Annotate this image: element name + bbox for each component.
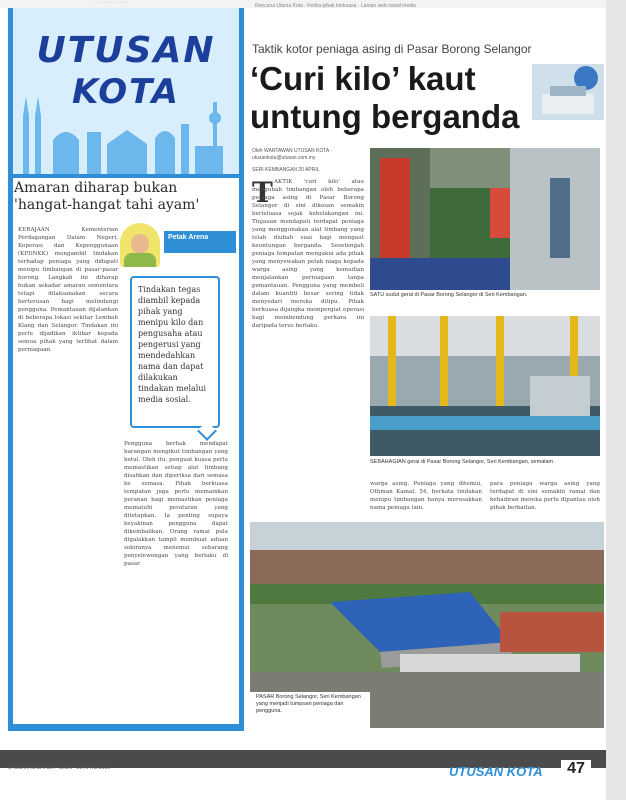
market-stall-photo (370, 148, 600, 290)
footer-issue-text: UTUSAN MALAYSIA · ISNIN · 21 APRIL 2016 (8, 765, 110, 771)
avatar-body (124, 253, 156, 267)
pull-quote-box (130, 276, 220, 428)
masthead-title-line2: KOTA (72, 72, 180, 112)
article-byline: Oleh WARTAWAN UTUSAN KOTA · utusankota@utusan.com.my (252, 148, 333, 161)
article-headline-line1: ‘Curi kilo’ kaut (250, 60, 476, 97)
article-dateline: SERI KEMBANGAN 20 APRIL (252, 167, 320, 173)
article-body-col3: para peniaga warga asing yang terdapat di sini semakin ramai dan kehadiran mereka perlu dipantau oleh pihak berkaitan. (490, 481, 600, 511)
article-body-col2: warga asing. Peniaga yang ditemui, Othman Kamal, 54, berkata tindakan menipu timbangan hanya merosakkan nama peniaga lain. (370, 481, 482, 511)
article-kicker: Taktik kotor peniaga asing di Pasar Borong Selangor (252, 42, 532, 56)
photo-caption-1: SATU sudut gerai di Pasar Borong Selangor di Seri Kembangan. (370, 292, 528, 298)
article-headline-line2: untung berganda (250, 98, 520, 135)
masthead-title-line1: UTUSAN (36, 30, 216, 71)
header-photo (532, 64, 604, 120)
avatar-face (131, 234, 149, 254)
photo-caption-3: PASAR Borong Selangor, Seri Kembangan yang menjadi tumpuan peniaga dan pengguna. (254, 692, 366, 717)
photo-caption-2: SEBAHAGIAN gerai di Pasar Borong Selangor, Seri Kembangan, semalam. (370, 459, 555, 465)
pull-quote-text: Tindakan tegas diambil kepada pihak yang menipu kilo dan pengusaha atau pengerusi yang mendedahkan nama dan dapat dilakukan tindakan melalui media sosial. (138, 285, 207, 404)
top-strip (0, 0, 626, 8)
scale-photo-icon (532, 64, 604, 120)
avatar (120, 223, 160, 267)
market-hall-photo (370, 316, 600, 456)
masthead (13, 8, 239, 174)
market-hall-illustration (370, 316, 600, 456)
column-tag: Petak Arena (164, 231, 236, 253)
footer-brand: UTUSAN KOTA (449, 764, 543, 779)
article-dropcap: T (252, 176, 273, 209)
top-strip-right: Rencana Utama Kota · Ketika pihak berkuasa · Laman web sosial media (255, 3, 416, 9)
page-number: 47 (561, 760, 591, 780)
article-body-col1: AKTIK 'curi kilo' atau mengubah timbangan oleh beberapa peniaga asing di Pasar Borong Selangor di sini dikesan semakin berleluasa sejak kebelakangan ini. Tinjauan mendapati terdapat peniaga yang menggunakan alat timbang yang telah diubah suai bagi mengaut keuntungan berganda. Sesetengah peniaga tempatan mengakui ada pihak yang menyewakan petak niaga kepada warga asing yang kemudian menjalankan perniagaan tanpa pemantauan. Pengguna yang membeli dalam kuantiti besar sering tidak menyedari mereka ditipu. Pihak berkuasa dijangka mempergiat operasi bagi membendung perkara ini daripada terus berlaku. (252, 179, 364, 329)
market-stall-illustration (370, 148, 600, 290)
opinion-title: Amaran diharap bukan 'hangat-hangat tahi ayam' (14, 180, 200, 213)
opinion-body-col2: Pengguna berhak mendapat barangan mengikut timbangan yang betul. Oleh itu, penguat kuasa perlu memastikan setiap alat timbang disahkan dan diperiksa dari semasa ke semasa. Pihak berkuasa tempatan juga perlu memainkan peranan bagi memastikan peniaga mematuhi peraturan yang ditetapkan. Ia penting supaya keyakinan pengguna dapat dikembalikan. Orang ramai pula digalakkan tampil membuat aduan sekiranya menemui sebarang penyelewengan yang berlaku di pasar. (124, 441, 228, 567)
city-skyline-icon (13, 94, 239, 174)
columnist-box (120, 223, 238, 269)
top-strip-left: · · · · · · · · · · · (95, 0, 128, 6)
opinion-body-col1: KERAJAAN Kementerian Perdagangan Dalam Negeri, Koperasi dan Kepenggunaan (KPDNKK) mengambil tindakan terhadap peniaga yang didapati menipu timbangan di pasar-pasar borong. Langkah ini diharap bukan sekadar amaran sementara tetapi dilaksanakan secara berterusan bagi melindungi pengguna. Pemantauan dijalankan di beberapa lokasi sekitar Lembah Klang dan Selangor. Tindakan ini perlu dijadikan iktibar kepada semua pihak yang terlibat dalam perniagaan. (18, 227, 118, 353)
page-edge (606, 0, 626, 800)
